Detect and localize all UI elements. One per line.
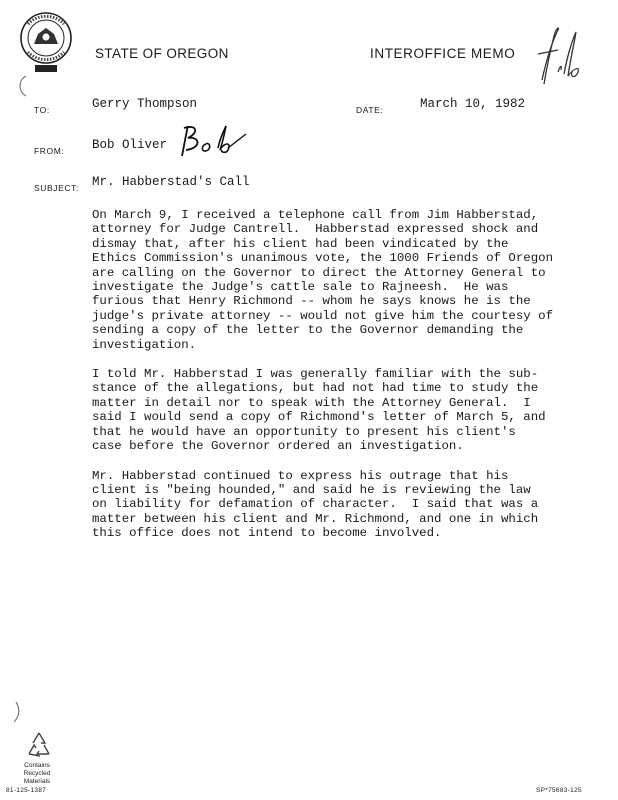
memo-type-title: INTEROFFICE MEMO: [370, 46, 516, 61]
margin-mark: [10, 700, 24, 724]
date-value: March 10, 1982: [420, 97, 526, 111]
recycled-line: Materials: [23, 778, 51, 785]
recycled-line: Contains: [24, 762, 50, 769]
from-value: Bob Oliver: [92, 138, 168, 152]
handwritten-file-note: [528, 22, 586, 94]
handwritten-signature: [174, 122, 248, 160]
state-seal-logo: [18, 10, 74, 74]
recycle-icon: [24, 730, 54, 760]
form-code-right: SP*75683-125: [536, 787, 582, 794]
subject-value: Mr. Habberstad's Call: [92, 175, 250, 189]
to-label: TO:: [34, 105, 50, 115]
form-code-left: 81-125-1387: [6, 787, 47, 794]
body-paragraph: Mr. Habberstad continued to express his outrage that his client is "being hounded," and said he is reviewing the law on liability for defamation of character. I said that was a matter between his client and Mr. Richmond, and one in which this office does not intend to become involved.: [92, 468, 539, 541]
memo-body: [92, 208, 602, 556]
to-value: Gerry Thompson: [92, 97, 198, 111]
body-paragraph: On March 9, I received a telephone call from Jim Habberstad, attorney for Judge Cantrell. Habberstad expressed shock and dismay that, after his client had been vindicated by the Ethics Commission's unanimous vote, the 1000 Friends of Oregon are calling on the Governor to direct the Attorney General to investigate the Judge's cattle sale to Rajneesh. He was furious that Henry Richmond -- whom he says knows he is the judge's private attorney -- would not give him the courtesy of sending a copy of the letter to the Governor demanding the investigation.: [92, 208, 554, 352]
state-title: STATE OF OREGON: [95, 46, 229, 61]
recycled-materials-note: [6, 762, 68, 786]
subject-label: SUBJECT:: [34, 183, 79, 193]
recycled-line: Recycled: [23, 770, 51, 777]
date-label: DATE:: [356, 105, 384, 115]
from-label: FROM:: [34, 146, 65, 156]
body-paragraph: I told Mr. Habberstad I was generally familiar with the sub- stance of the allegations, but had not had time to study the matter in detail nor to speak with the Attorney General. I said I would send a copy of Richmond's letter of March 5, and that he would have an opportunity to present his client's case before the Governor ordered an investigation.: [92, 367, 546, 454]
margin-mark: [14, 74, 30, 98]
